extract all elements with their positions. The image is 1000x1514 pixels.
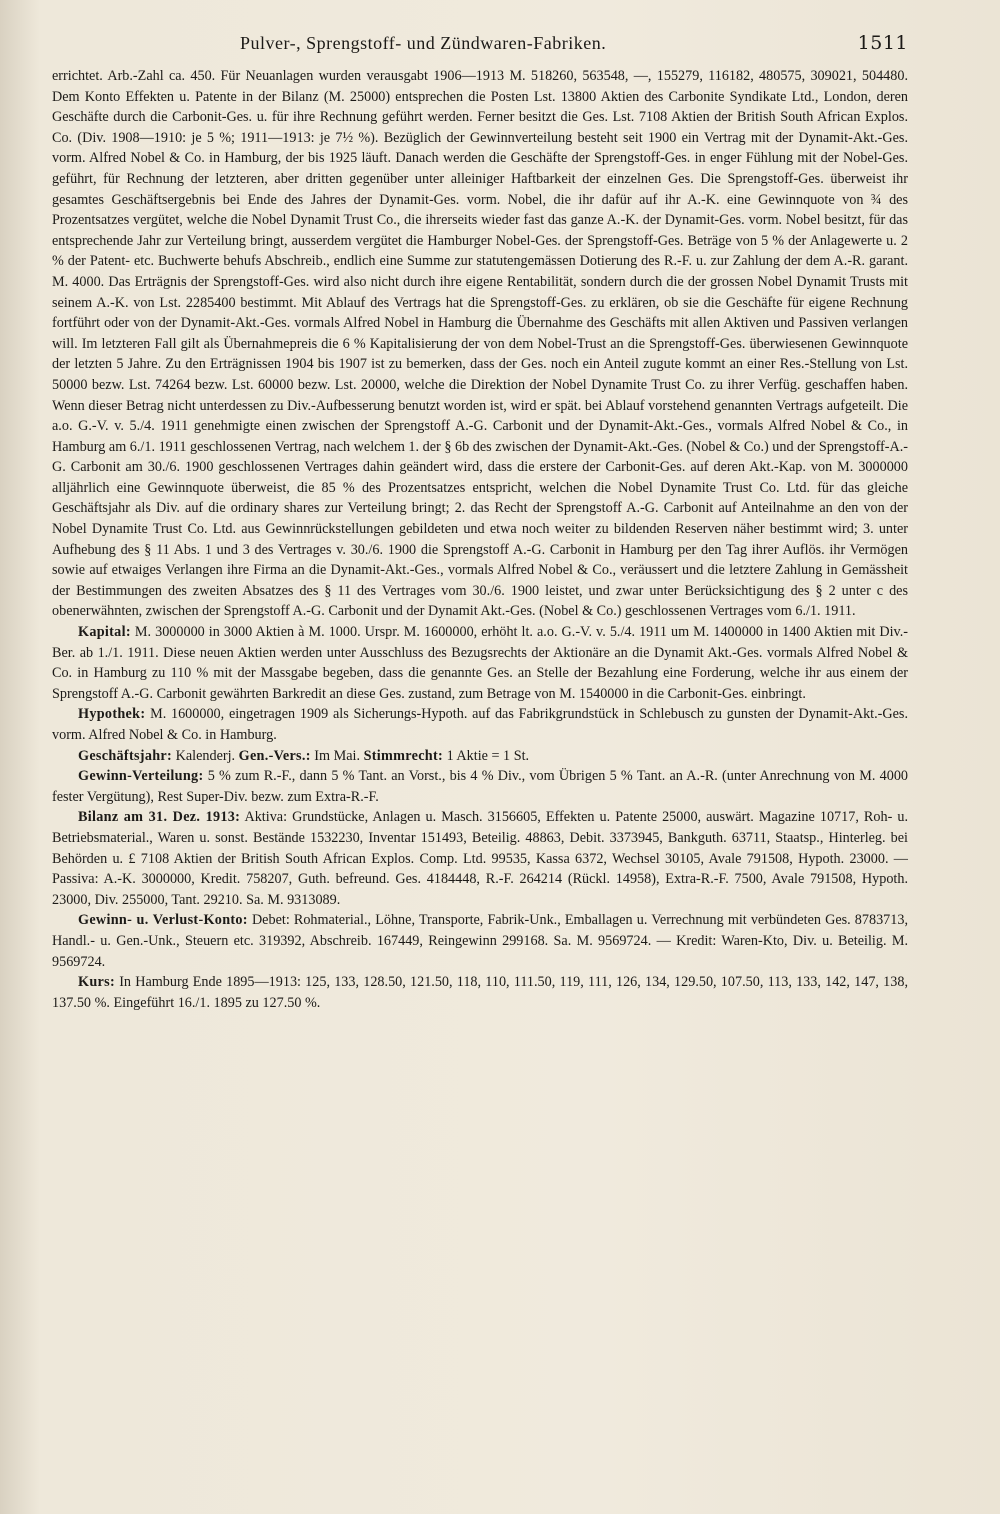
gen-vers-label: Gen.-Vers.: [238,747,311,764]
debet-text: Rohmaterial., Löhne, Transporte, Fabrik-Unk., Emballagen u. Verrechnung mit verbündeten Ges. 8783713, Handl.- u. Gen.-Unk., Steuern etc. 319392, Abschreib. 167449, Reingewinn 299168. Sa. M. 9569724. — [52,912,908,949]
stimmrecht-text: 1 Aktie = 1 St. [446,747,530,764]
passiva-label: Passiva: [52,871,99,888]
intro-paragraph: errichtet. Arb.-Zahl ca. 450. Für Neuanlagen wurden verausgabt 1906—1913 M. 518260, 563548, —, 155279, 116182, 480575, 309021, 504480. Dem Konto Effekten u. Patente in der Bilanz (M. 25000) entsprechen die Posten Lst. 13800 Aktien des Carbonite Syndikate Ltd., London, deren Geschäfte durch die Carbonit-Ges. u. für ihre Rechnung geführt werden. Ferner besitzt die Ges. Lst. 7108 Aktien der British South African Explos. Co. (Div. 1908—1910: je 5 %; 1911—1913: je 7½ %). Bezüglich der Gewinnverteilung besteht seit 1900 ein Vertrag mit der Dynamit-Akt.-Ges. vorm. Alfred Nobel & Co. in Hamburg, der bis 1925 läuft. Danach werden die Geschäfte der Sprengstoff-Ges. in enger Fühlung mit der Nobel-Ges. geführt, für Rechnung der letzteren, aber dritten gegenüber unter alleiniger Haftbarkeit der einzelnen Ges. Die Sprengstoff-Ges. überweist ihr gesamtes Geschäftsergebnis bei Ende des Jahres der Dynamit-Ges. vorm. Nobel, die ihr dafür auf ihr A.-K. eine Gewinnquote von ¾ des Prozentsatzes vergütet, welche die Nobel Dynamit Trust Co., die ihrerseits wieder fast das ganze A.-K. der Dynamit-Ges. vorm. Nobel besitzt, für das entsprechende Jahr zur Verteilung bringt, ausserdem vergütet die Hamburger Nobel-Ges. der Sprengstoff-Ges. Beträge von 5 % der Anlagewerte u. 2 % der Patent- etc. Buchwerte behufs Abschreib., endlich eine Summe zur statutengemässen Dotierung des R.-F. u. zur Zahlung der dem A.-R. garant. M. 4000. Das Erträgnis der Sprengstoff-Ges. wird also nicht durch ihre eigene Rentabilität, sondern durch die der grossen Nobel Dynamit Trusts mit seinem A.-K. von Lst. 2285400 bestimmt. Mit Ablauf des Vertrags hat die Sprengstoff-Ges. zu erklären, ob sie die Geschäfte für eigene Rechnung fortführt oder von der Dynamit-Akt.-Ges. vormals Alfred Nobel in Hamburg die Übernahme des Geschäfts mit allen Aktiven und Passiven verlangen will. Im letzteren Fall gilt als Übernahmepreis die 6 % Kapitalisierung der von dem Nobel-Trust an die Sprengstoff-Ges. überwiesenen Gewinnquote der letzten 5 Jahre. Zu den Erträgnissen 1904 bis 1907 ist zu bemerken, dass der Ges. noch ein Anteil zugute kommt an einer Res.-Stellung von Lst. 50000 bezw. Lst. 74264 bezw. Lst. 60000 bezw. Lst. 20000, welche die Direktion der Nobel Dynamite Trust Co. zu ihrer Verfüg. geschaffen haben. Wenn dieser Betrag nicht unterdessen zu Div.-Aufbesserung benutzt worden ist, wird er spät. bei Ablauf vorstehend genannten Vertrags aufgeteilt. Die a.o. G.-V. v. 5./4. 1911 genehmigte einen zwischen der Sprengstoff A.-G. Carbonit und der Dynamit-Akt.-Ges., vormals Alfred Nobel & Co., in Hamburg am 6./1. 1911 geschlossenen Vertrag, nach welchem 1. der § 6b des zwischen der Dynamit-Akt.-Ges. (Nobel & Co.) und der Sprengstoff-A.-G. Carbonit am 30./6. 1900 geschlossenen Vertrages dahin geändert wird, dass die erstere der Carbonit-Ges. auf deren Akt.-Kap. von M. 3000000 alljährlich eine Gewinnquote überweist, die 85 % des Prozentsatzes entspricht, welchen die Nobel Dynamite Trust Co. Ltd. für das gleiche Geschäftsjahr als Div. auf die ordinary shares zur Verteilung bringt; 2. das Recht der Sprengstoff A.-G. Carbonit auf Anteilnahme an den von der Nobel Dynamite Trust Co. Ltd. aus Gewinnrückstellungen gebildeten und etwa noch weiter zu bildenden Reserven näher bestimmt wird; 3. unter Aufhebung des § 11 Abs. 1 und 3 des Vertrages v. 30./6. 1900 die Sprengstoff A.-G. Carbonit in Hamburg per den Tag ihrer Auflös. ihr Vermögen sowie auf etwaiges Verlangen ihre Firma an die Dynamit-Akt.-Ges., vormals Alfred Nobel & Co., veräussert und die letztere Zahlung in Gemässheit der Bestimmungen des zweiten Absatzes des § 11 des Vertrages vom 30./6. 1900 leistet, und zwar unter Berücksichtigung des § 2 unter c des obenerwähnten, zwischen der Sprengstoff A.-G. Carbonit und der Dynamit Akt.-Ges. (Nobel & Co.) geschlossenen Vertrages vom 6./1. 1911. [52,68,908,620]
bilanz-paragraph [52,807,908,910]
gen-vers-text: Im Mai. [314,747,361,764]
kredit-text: Waren-Kto, Div. u. Beteilig. M. 9569724. [52,932,908,970]
guv-label: Gewinn- u. Verlust-Konto: [78,912,248,929]
aktiva-label: Aktiva: [244,809,288,826]
debet-label: Debet: [251,912,290,929]
gewinn-paragraph [52,766,908,807]
kapital-text: M. 3000000 in 3000 Aktien à M. 1000. Urspr. M. 1600000, erhöht lt. a.o. G.-V. v. 5./4. 1911 um M. 1400000 in 1400 Aktien mit Div.-Ber. ab 1./1. 1911. Diese neuen Aktien werden unter Ausschluss des Bezugsrechts der Aktionäre an die Dynamit Akt.-Ges. vormals Alfred Nobel & Co. in Hamburg zu 110 % mit der Massgabe begeben, dass die genannte Ges. an Stelle der Bezahlung eine Forderung, welche ihr aus einem der Sprengstoff A.-G. Carbonit gewährten Barkredit an diese Ges. zustand, zum Betrage von M. 1540000 in die Carbonit-Ges. einbringt. [52,624,909,702]
geschaeftsjahr-label: Geschäftsjahr: [78,747,173,764]
kurs-text: In Hamburg Ende 1895—1913: 125, 133, 128.50, 121.50, 118, 110, 111.50, 119, 111, 126, 134, 129.50, 107.50, 113, 133, 142, 147, 138, 137.50 %. Eingeführt 16./1. 1895 zu 127.50 %. [52,974,909,1011]
guv-paragraph [52,910,908,972]
gewinn-label: Gewinn-Verteilung: [78,768,204,785]
bilanz-label: Bilanz am 31. Dez. 1913: [78,809,241,826]
page-number: 1511 [857,32,908,54]
kredit-label: Kredit: [676,932,717,949]
hypothek-text: M. 1600000, eingetragen 1909 als Sicherungs-Hypoth. auf das Fabrikgrundstück in Schlebusch zu gunsten der Dynamit-Akt.-Ges. vorm. Alfred Nobel & Co. in Hamburg. [52,706,908,743]
passiva-text: A.-K. 3000000, Kredit. 758207, Guth. befreund. Ges. 4184448, R.-F. 264214 (Rückl. 14958), Extra-R.-F. 7500, Avale 791508, Hypoth. 23000, Div. 255000, Tant. 29210. Sa. M. 9313089. [52,871,908,908]
geschaeftsjahr-paragraph [52,746,908,767]
aktiva-text: Grundstücke, Anlagen u. Masch. 3156605, Effekten u. Patente 25000, auswärt. Magazine 10717, Roh- u. Betriebsmaterial., Waren u. sonst. Bestände 1532230, Inventar 151493, Beteilig. 48863, Debit. 3373945, Bankguth. 63711, Staatsp., Hinterleg. bei Behörden u. £ 7108 Aktien der British South African Explos. Comp. Ltd. 99535, Kassa 6372, Wechsel 30105, Avale 791508, Hypoth. 23000. — [52,809,908,867]
stimmrecht-label: Stimmrecht: [363,747,444,764]
kapital-label: Kapital: [78,624,131,641]
kurs-paragraph [52,972,908,1013]
kurs-label: Kurs: [78,974,115,991]
header-title: Pulver-, Sprengstoff- und Zündwaren-Fabriken. [240,33,607,53]
hypothek-label: Hypothek: [78,706,146,723]
gewinn-text: 5 % zum R.-F., dann 5 % Tant. an Vorst., bis 4 % Div., vom Übrigen 5 % Tant. an A.-R. (unter Anrechnung von M. 4000 fester Vergütung), Rest Super-Div. bezw. zum Extra-R.-F. [52,768,909,805]
article-body [52,66,908,1013]
kapital-paragraph [52,622,908,704]
running-header [52,32,908,54]
hypothek-paragraph [52,704,908,745]
geschaeftsjahr-text: Kalenderj. [175,747,236,764]
